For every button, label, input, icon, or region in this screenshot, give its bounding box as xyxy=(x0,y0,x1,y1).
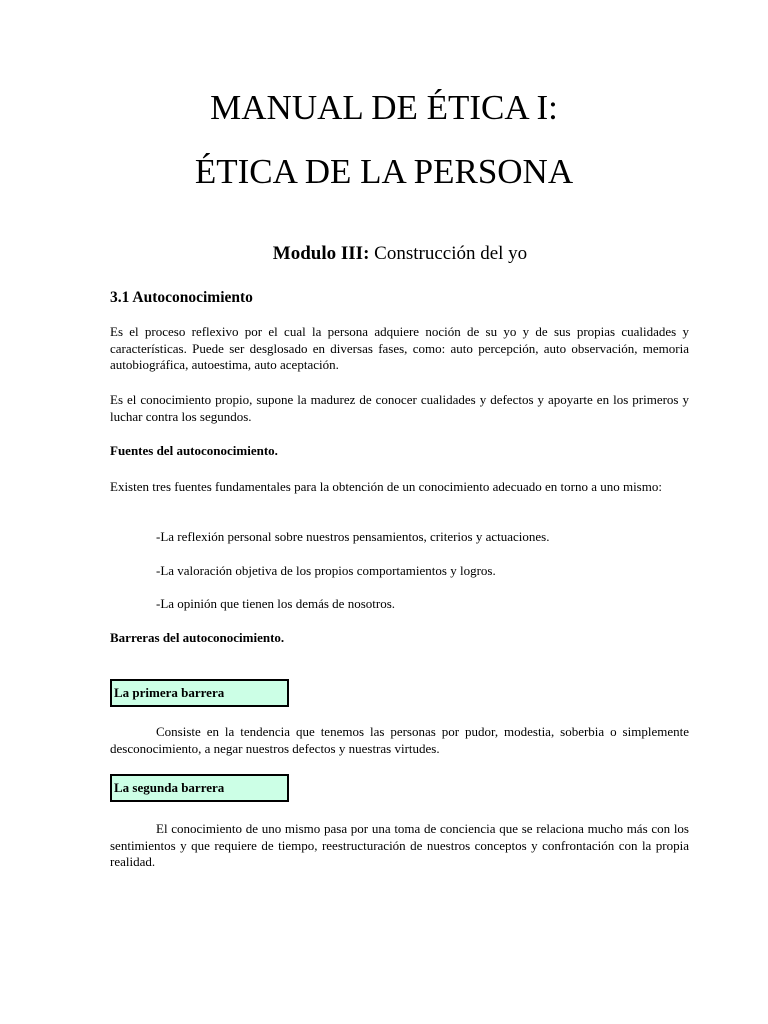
module-heading xyxy=(0,243,768,265)
paragraph-second-barrier: El conocimiento de uno mismo pasa por una toma de conciencia que se relaciona mucho más con los sentimientos y que requiere de tiempo, reestructuración de nuestros conceptos y confrontación con la propia realidad. xyxy=(110,821,689,869)
title-line-2: ÉTICA DE LA PERSONA xyxy=(194,152,574,191)
second-barrier-box: La segunda barrera xyxy=(110,774,289,802)
subheading-sources: Fuentes del autoconocimiento. xyxy=(110,443,278,458)
paragraph-first-barrier: Consiste en la tendencia que tenemos las personas por pudor, modestia, soberbia o simplemente desconocimiento, a negar nuestros defectos y nuestras virtudes. xyxy=(110,724,689,756)
module-text: Construcción del yo xyxy=(369,243,528,264)
first-barrier-box: La primera barrera xyxy=(110,679,289,707)
module-label: Modulo III: xyxy=(272,243,370,264)
paragraph-sources-intro: Existen tres fuentes fundamentales para la obtención de un conocimiento adecuado en torno a uno mismo: xyxy=(110,479,662,494)
list-item-source-2: -La valoración objetiva de los propios comportamientos y logros. xyxy=(156,563,496,578)
paragraph-definition: Es el proceso reflexivo por el cual la persona adquiere noción de su yo y de sus propias cualidades y características. Puede ser desglosado en diversas fases, como: auto percepción, auto observación, memoria autobiográfica, autoestima, auto aceptación. xyxy=(110,324,689,372)
list-item-source-1: -La reflexión personal sobre nuestros pensamientos, criterios y actuaciones. xyxy=(156,529,550,544)
list-item-source-3: -La opinión que tienen los demás de nosotros. xyxy=(156,596,396,611)
section-heading: 3.1 Autoconocimiento xyxy=(110,289,253,306)
paragraph-self-knowledge: Es el conocimiento propio, supone la madurez de conocer cualidades y defectos y apoyarte en los primeros y luchar contra los segundos. xyxy=(110,392,689,424)
subheading-barriers: Barreras del autoconocimiento. xyxy=(110,630,285,645)
title-line-1: MANUAL DE ÉTICA I: xyxy=(210,88,558,127)
